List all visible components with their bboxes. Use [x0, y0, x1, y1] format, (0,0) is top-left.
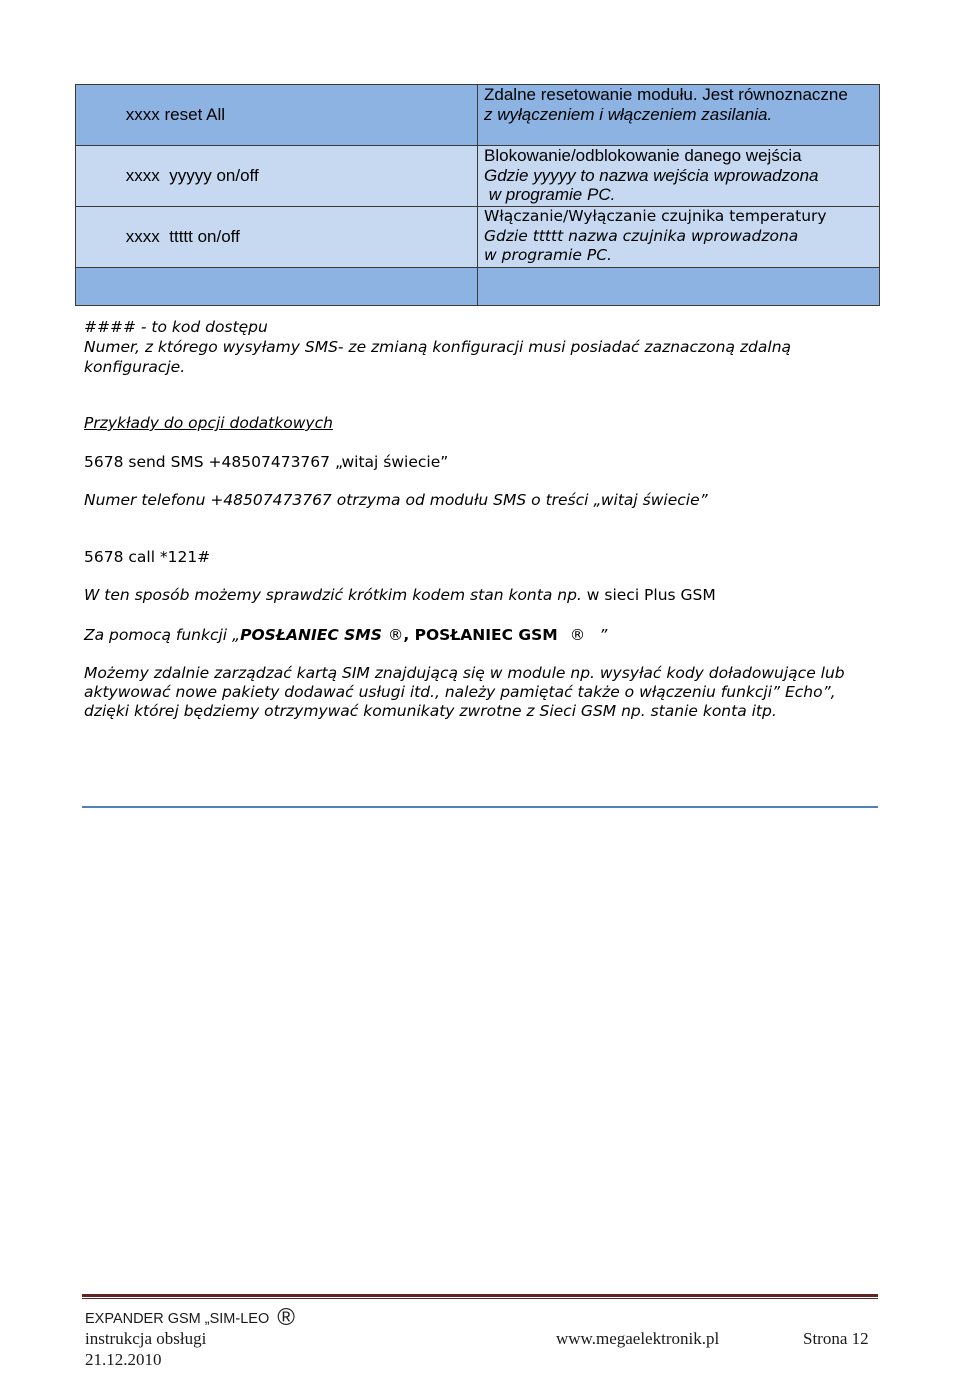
footer-website: www.megaelektronik.pl: [556, 1329, 720, 1348]
product-name: EXPANDER GSM „SIM-LEO: [85, 1311, 270, 1327]
functions-line: [84, 625, 607, 645]
section-heading: Przykłady do opcji dodatkowych: [84, 414, 333, 432]
command-text: xxxx reset All: [125, 105, 225, 124]
closing-quote: ”: [599, 626, 608, 644]
description-line: w programie PC.: [484, 246, 612, 264]
description-line: z wyłączeniem i włączeniem zasilania.: [484, 104, 773, 124]
description-cell: [478, 85, 880, 146]
command-cell: [76, 85, 478, 146]
description-cell: [478, 146, 880, 207]
command-text: xxxx yyyyy on/off: [125, 166, 259, 185]
command-cell: [76, 268, 478, 306]
paragraph-line: dzięki której będziemy otrzymywać komunikaty zwrotne z Sieci GSM np. stanie konta itp.: [84, 702, 777, 720]
access-code-note: [84, 317, 791, 377]
footer-date: 21.12.2010: [85, 1350, 162, 1369]
example-result: Numer telefonu +48507473767 otrzyma od modułu SMS o treści „witaj świecie”: [84, 491, 708, 509]
result-text-plain: w sieci Plus GSM: [581, 586, 716, 604]
command-table: [75, 84, 880, 306]
description-line: Zdalne resetowanie modułu. Jest równoznaczne: [484, 85, 848, 104]
example-command: 5678 call *121#: [84, 548, 211, 566]
paragraph-line: Możemy zdalnie zarządzać kartą SIM znajdującą się w module np. wysyłać kody doładowujące lub: [84, 664, 845, 682]
note-line: #### - to kod dostępu: [84, 318, 268, 336]
section-divider: [82, 806, 878, 808]
command-cell: [76, 207, 478, 268]
footer-product: [85, 1306, 295, 1331]
description-line: Włączanie/Wyłączanie czujnika temperatury: [484, 207, 827, 225]
registered-mark: ®: [569, 626, 586, 644]
note-line: Numer, z którego wysyłamy SMS- ze zmianą konfiguracji musi posiadać zaznaczoną zdalną: [84, 338, 792, 356]
note-line: konfiguracje.: [84, 358, 186, 376]
example-result: [84, 585, 716, 605]
paragraph-line: aktywować nowe pakiety dodawać usługi itd., należy pamiętać także o włączeniu funkcji” Echo”,: [84, 683, 836, 701]
description-cell: [478, 268, 880, 306]
table-row: [76, 85, 880, 146]
result-text-italic: W ten sposób możemy sprawdzić krótkim kodem stan konta np.: [84, 586, 582, 604]
description-paragraph: [84, 664, 845, 721]
table-row: [76, 207, 880, 268]
footer-page-number: Strona 12: [803, 1329, 869, 1348]
footer-rule: [82, 1294, 878, 1299]
description-line: w programie PC.: [484, 185, 616, 204]
function-name-sms: POSŁANIEC SMS: [240, 626, 382, 644]
command-text: xxxx ttttt on/off: [125, 227, 240, 246]
description-line: Gdzie yyyyy to nazwa wejścia wprowadzona: [484, 165, 819, 185]
description-line: Gdzie ttttt nazwa czujnika wprowadzona: [484, 226, 799, 245]
function-name-gsm: , POSŁANIEC GSM: [403, 626, 558, 644]
description-cell: [478, 207, 880, 268]
description-line: Blokowanie/odblokowanie danego wejścia: [484, 146, 802, 165]
footer-manual-label: instrukcja obsługi: [85, 1329, 207, 1348]
example-command: 5678 send SMS +48507473767 „witaj świecie”: [84, 453, 449, 471]
functions-prefix: Za pomocą funkcji „: [84, 626, 241, 644]
registered-mark: ®: [387, 626, 404, 644]
registered-mark: ®: [277, 1304, 295, 1331]
command-cell: [76, 146, 478, 207]
table-row: [76, 268, 880, 306]
table-row: [76, 146, 880, 207]
